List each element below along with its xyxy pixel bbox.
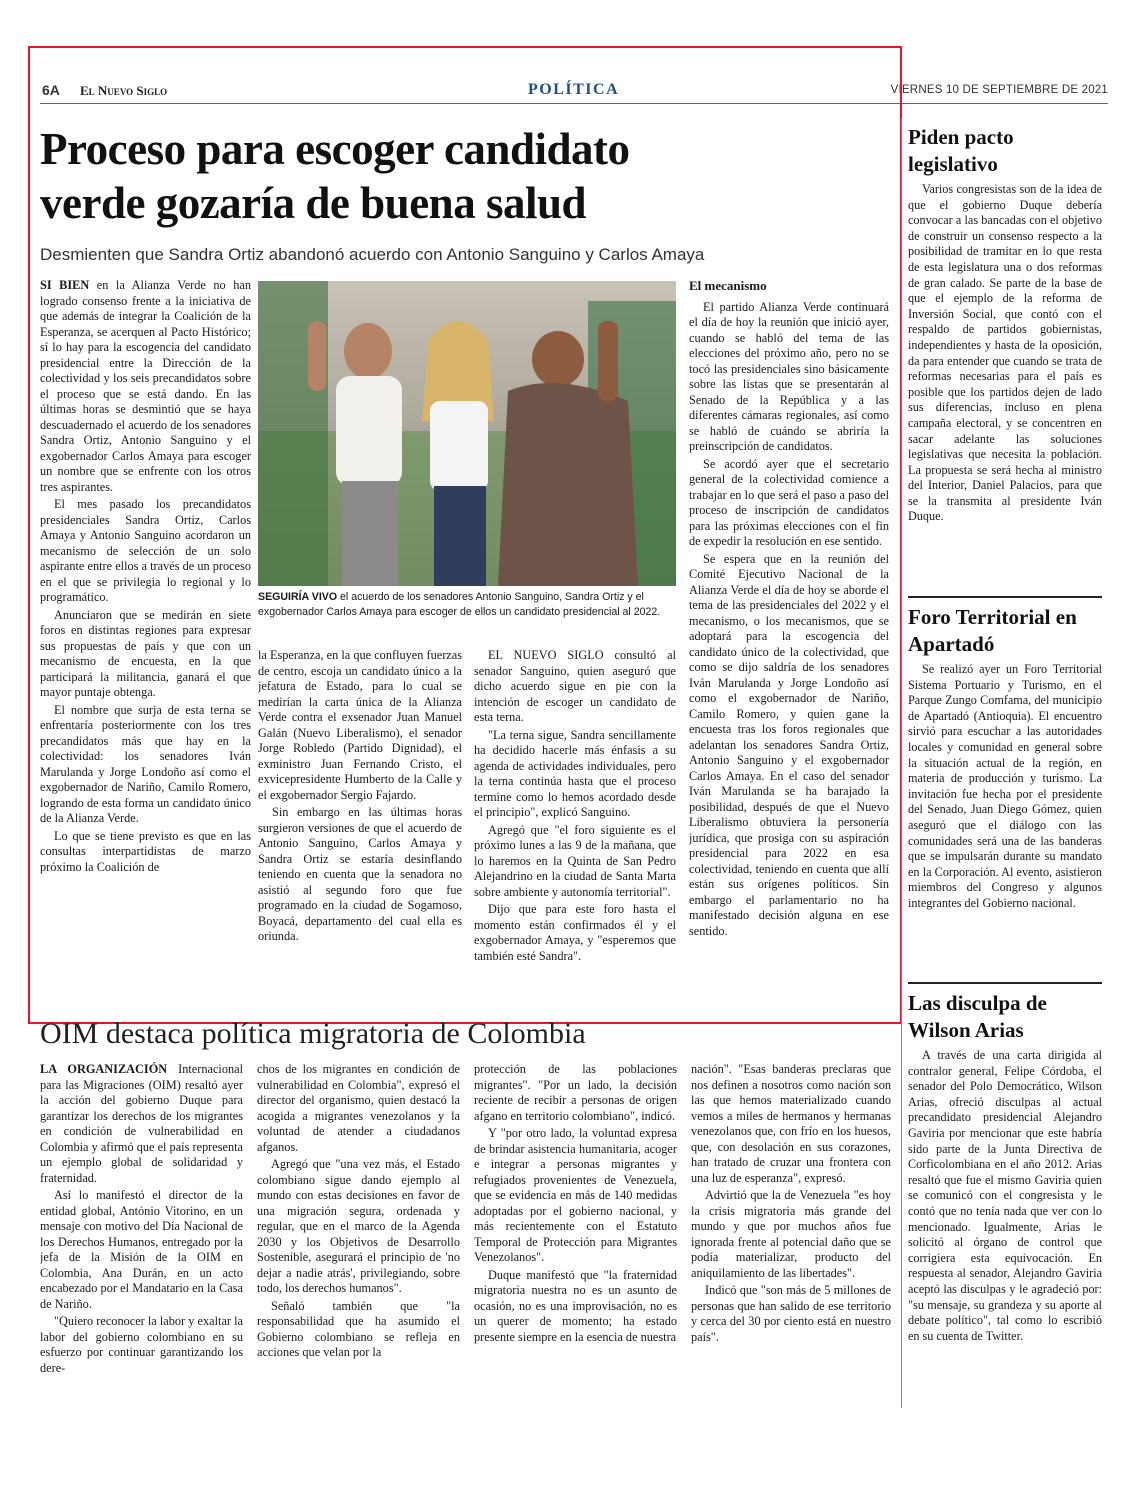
main-col3-p3: Agregó que "el foro siguiente es el próximo lunes a las 9 de la mañana, que lo haremos en la Quinta de San Pedro Alejandrino en la ciudad de Santa Marta sobre ambiente y autonomía territorial". xyxy=(474,822,676,899)
sidebar-divider-1 xyxy=(908,596,1102,598)
main-col1-p1: en la Alianza Verde no han logrado consenso frente a la iniciativa de que además de integrar la Coalición de la Esperanza, se acerquen al Pacto Histórico; sí lo hay para la escogencia del candidato presidencial entre la Dirección de la colectividad y los seis precandidatos sobre el proceso que se está dando. En las últimas horas se desmintió que se haya descuadernado el acuerdo de los senadores Sandra Ortiz, Antonio Sanguino y el exgobernador Carlos Amaya para escoger un nombre que se enfrente con los otros tres aspirantes. xyxy=(40,278,251,494)
sidebar-body-pacto xyxy=(908,182,1102,525)
sidebar-title-foro: Foro Territorial en Apartadó xyxy=(908,605,1077,656)
main-col4-p2: Se acordó ayer que el secretario general de la colectividad comience a trabajar en lo que será el paso a paso del proceso de inscripción de candidatos para las próximas elecciones con el fin de expedir la resolución en ese sentido. xyxy=(689,456,889,548)
main-col-2 xyxy=(258,648,462,996)
second-col3-p1: protección de las poblaciones migrantes". "Por un lado, la decisión reciente de recibir a personas de origen afgano en territorio colombiano", indicó. xyxy=(474,1062,677,1123)
lead-word: SI BIEN xyxy=(40,278,90,292)
main-headline xyxy=(40,122,890,230)
main-col-1 xyxy=(40,278,251,998)
second-col-4 xyxy=(691,1062,891,1402)
main-col1-p4: El nombre que surja de esta terna se enfrentaría posteriormente con los tres precandidatos más que hay en la colectividad: los senadores Iván Marulanda y Jorge Londoño así como el exgobernador de Nariño, Camilo Romero, logrando de esta forma un candidato único de la Alianza Verde. xyxy=(40,702,251,825)
headline-line-1: Proceso para escoger candidato xyxy=(40,124,630,174)
second-col-1 xyxy=(40,1062,243,1402)
second-col3-p2: Y "por otro lado, la voluntad expresa de brindar asistencia humanitaria, acoger e integrar a personas migrantes y refugiados provenientes de Venezuela, que se evidencia en más de 140 medidas adoptadas por el gobierno nacional, y más recientemente con el Estatuto Temporal de Protección para Migrantes Venezolanos". xyxy=(474,1126,677,1264)
second-col4-p3: Indicó que "son más de 5 millones de personas que han salido de ese territorio y cerca del 30 por ciento está en nuestro país". xyxy=(691,1283,891,1344)
sidebar-title-disculpa: Las disculpa de Wilson Arias xyxy=(908,991,1047,1042)
second-lead-word: LA ORGANIZACIÓN xyxy=(40,1062,168,1076)
second-col2-p1: chos de los migrantes en condición de vulnerabilidad en Colombia", expresó el director del organismo, quien destacó la acogida a migrantes venezolanos y la voluntad de atender a ciudadanos afganos. xyxy=(257,1062,460,1154)
photo-illustration xyxy=(258,281,676,586)
sidebar-title-pacto: Piden pacto legislativo xyxy=(908,125,1014,176)
second-col2-p2: Agregó que "una vez más, el Estado colombiano sigue dando ejemplo al mundo con estas decisiones en favor de una migración segura, ordenada y regular, que en el marco de la Agenda 2030 y los Objetivos de Desarrollo Sostenible, asegurará el principio de 'no dejar a nadie atrás', privilegiando, sobre todo, los derechos humanos". xyxy=(257,1157,460,1295)
sidebar xyxy=(908,124,1102,1414)
sidebar-item-foro xyxy=(908,604,1102,980)
caption-text: el acuerdo de los senadores Antonio Sanguino, Sandra Ortiz y el exgobernador Carlos Amaya para escoger de ellos un candidato presidencial al 2022. xyxy=(258,591,661,618)
page-number: 6A xyxy=(42,82,60,98)
sidebar-text-pacto: Varios congresistas son de la idea de que el gobierno Duque debería convocar a las bancadas con el objetivo de construir un consenso respecto a la posibilidad de tramitar en lo que resta de esta legislatura una o dos reformas de gran calado. Se parte de la base de que el ejemplo de la reforma de Inversión Social, que contó con el respaldo de partidos gobiernistas, independientes y hasta de la oposición, da para entender que cuando se trata de reformas necesarias para el país es posible que los partidos dejen de lado sus diferencias, incluso en plena campaña electoral, y se concentren en sacar adelante las soluciones legislativas que necesita la población. La propuesta se será hecha al ministro del Interior, Daniel Palacios, para que se la transmita al presidente Iván Duque. xyxy=(908,182,1102,524)
second-col1-p2: Así lo manifestó el director de la entidad global, António Vitorino, en un mensaje con motivo del Día Nacional de los Derechos Humanos, entregado por la jefa de la Misión de la OIM en Colombia, Ana Durán, en un acto encabezado por el Mandatario en la Casa de Nariño. xyxy=(40,1188,243,1311)
main-col4-p1: El partido Alianza Verde continuará el día de hoy la reunión que inició ayer, cuando se habló del tema de las elecciones del próximo año, pero no se tocó las presidenciales sino básicamente sobre las listas que se presentarán al Senado de la República y a las diferentes cámaras regionales, así como se habló de cuándo se abriría la preinscripción de candidatos. xyxy=(689,299,889,453)
main-col4-p3: Se espera que en la reunión del Comité Ejecutivo Nacional de la Alianza Verde el día de hoy se aborde el tema de las presidenciales del 2022 y el mecanismo, o los mecanismos, que se adoptará para la escogencia del candidato único de la colectividad, que como se dijo saldría de los senadores Iván Marulanda y Jorge Londoño así como el exgobernador de Nariño, Camilo Romero, y quien gane la encuesta tras los foros regionales que adelantan los senadores Sandra Ortiz, Antonio Sanguino y el exgobernador Carlos Amaya. En el caso del senador Iván Marulanda se ha barajado la posibilidad, después de que el Nuevo Liberalismo obtuviera la personería jurídica, que prosiga con su aspiración presidencial para 2022 en esa colectividad, teniendo en cuenta que allí están sus orígenes políticos. Sin embargo el parlamentario no ha manifestado decisión alguna en ese sentido. xyxy=(689,551,889,938)
newspaper-name: El Nuevo Siglo xyxy=(80,83,168,98)
main-col3-p2: "La terna sigue, Sandra sencillamente ha decidido hacerle más énfasis a su agenda de actividades individuales, pero la terna continúa hasta que el proceso termine como lo hemos acordado desde el principio", explicó Sanguino. xyxy=(474,727,676,819)
sidebar-rule xyxy=(901,118,902,1408)
sidebar-item-disculpa xyxy=(908,990,1102,1410)
second-col1-p3: "Quiero reconocer la labor y exaltar la labor del gobierno colombiano en su esfuerzo por continuar garantizando los dere- xyxy=(40,1314,243,1375)
headline-line-2: verde gozaría de buena salud xyxy=(40,178,587,228)
main-col1-p5: Lo que se tiene previsto es que en las consultas interpartidistas de marzo próximo la Coalición de xyxy=(40,828,251,874)
mecanismo-subhead: El mecanismo xyxy=(689,278,767,293)
main-photo xyxy=(258,281,676,586)
sidebar-text-disculpa: A través de una carta dirigida al contralor general, Felipe Córdoba, el senador del Polo Democrático, Wilson Arias, ofreció disculpas al actual precandidato presidencial Alejandro Gaviria por mencionar que este habría sido parte de la Junta Directiva de Corficolombiana en el año 2012. Arias resaltó que fue el mismo Gaviria quien se comunicó con el congresista y le contó que no tenía nada que ver con lo mencionado. Igualmente, Arias le solicitó al órgano de control que corrigiera esta equivocación. En respuesta al senador, Alejandro Gaviria aceptó las disculpas y le agradeció por: "su mensaje, su grandeza y su aporte al debate político", tal como lo escribió en su cuenta de Twitter. xyxy=(908,1048,1102,1343)
second-col4-p2: Advirtió que la de Venezuela "es hoy la crisis migratoria más grande del mundo y que por muchos años fue ignorada frente al potencial daño que se podía materializar, producto del aniquilamiento de las libertades". xyxy=(691,1188,891,1280)
sidebar-item-pacto xyxy=(908,124,1102,590)
second-col1-p1: Internacional para las Migraciones (OIM) resaltó ayer la acción del gobierno Duque para garantizar los derechos de los migrantes en condición de vulnerabilidad en Colombia y afirmó que el país representa un ejemplo global de solidaridad y fraternidad. xyxy=(40,1062,243,1185)
caption-lead: SEGUIRÍA VIVO xyxy=(258,591,338,603)
sidebar-text-foro: Se realizó ayer un Foro Territorial Sistema Portuario y Turismo, en el Parque Zungo Comfama, del municipio de Apartadó (Antioquia). El encuentro sirvió para escuchar a las autoridades locales y comunidad en general sobre la situación actual de la región, en materia de producción y turismo. La invitación fue hecha por el presidente del Senado, Juan Diego Gómez, quien aseguró que el diálogo con las comunidades será una de las banderas que se impulsarán durante su mandato en la Corporación. Al evento, asistieron miembros del Congreso y algunos integrantes del Gobierno nacional. xyxy=(908,662,1102,910)
second-col3-p3: Duque manifestó que "la fraternidad migratoria nuestra no es un asunto de ocasión, no es una improvisación, no es un querer de momento; ha estado presente siempre en la esencia de nuestra xyxy=(474,1267,677,1344)
sidebar-body-foro xyxy=(908,662,1102,912)
main-col3-p1: EL NUEVO SIGLO consultó al senador Sanguino, quien aseguró que dicho acuerdo sigue en pie con la intención de escoger un candidato de esta terna. xyxy=(474,648,676,724)
section-name: POLÍTICA xyxy=(528,81,620,98)
main-col1-p3: Anunciaron que se medirán en siete foros en distintas regiones para expresar sus propuestas de país y que con un mecanismo de encuesta, en la que participará la militancia, ganará el que mayor puntaje obtenga. xyxy=(40,607,251,699)
main-col2-p2: Sin embargo en las últimas horas surgieron versiones de que el acuerdo de Antonio Sanguino, Carlos Amaya y Sandra Ortiz se estaría desinflando teniendo en cuenta que la senadora no asistió al segundo foro que fue programado en la ciudad de Sogamoso, Boyacá, departamento del cual ella es oriunda. xyxy=(258,805,462,943)
main-deck: Desmienten que Sandra Ortiz abandonó acuerdo con Antonio Sanguino y Carlos Amaya xyxy=(40,245,705,264)
main-col-3 xyxy=(474,648,676,996)
main-col3-p4: Dijo que para este foro hasta el momento están confirmados él y el exgobernador Amaya, y "esperemos que también esté Sandra". xyxy=(474,902,676,963)
main-col2-p1: la Esperanza, en la que confluyen fuerzas de centro, escoja un candidato único a la jefatura de Estado, para lo cual se medirían la carta única de la Alianza Verde contra el exsenador Juan Manuel Galán (Nuevo Liberalismo), el senador Jorge Robledo (Partido Dignidad), el exministro Juan Fernando Cristo, el exvicepresidente Humberto de la Calle y el exgobernador Sergio Fajardo. xyxy=(258,648,462,802)
sidebar-divider-2 xyxy=(908,982,1102,984)
second-col-2 xyxy=(257,1062,460,1402)
photo-caption xyxy=(258,590,676,619)
main-col1-p2: El mes pasado los precandidatos presidenciales Sandra Ortiz, Carlos Amaya y Antonio Sanguino acordaron un mecanismo de selección de un solo aspirante entre ellos a través de un proceso en el que se privilegia lo regional y lo programático. xyxy=(40,497,251,604)
second-col2-p3: Señaló también que "la responsabilidad que ha asumido el Gobierno colombiano se refleja en acciones que velan por la xyxy=(257,1298,460,1359)
second-col-3 xyxy=(474,1062,677,1402)
second-col4-p1: nación". "Esas banderas preclaras que nos definen a nosotros como nación son las que hemos materializado cuando vemos a miles de hermanos y hermanas venezolanos que, con frío en los huesos, que, con desolación en sus corazones, han tratado de cruzar una frontera con una luz de esperanza", expresó. xyxy=(691,1062,891,1185)
issue-date: VIERNES 10 DE SEPTIEMBRE DE 2021 xyxy=(890,84,1108,96)
sidebar-body-disculpa xyxy=(908,1048,1102,1344)
main-col-4 xyxy=(689,278,889,996)
second-headline: OIM destaca política migratoria de Colombia xyxy=(40,1017,586,1050)
